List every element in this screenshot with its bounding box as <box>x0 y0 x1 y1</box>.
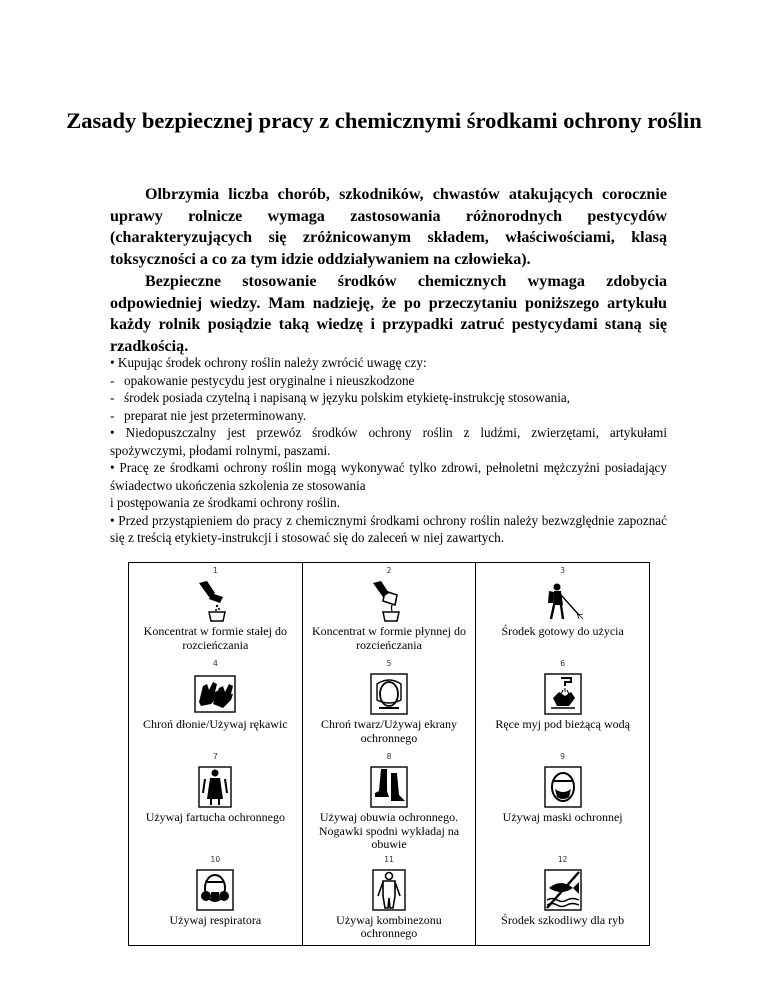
apron-icon <box>193 765 237 809</box>
sprayer-person-icon <box>541 579 585 623</box>
page-title: Zasady bezpiecznej pracy z chemicznymi środkami ochrony roślin <box>66 108 702 133</box>
pictogram-number: 4 <box>212 659 218 668</box>
gloves-icon <box>193 672 237 716</box>
pictogram-number: 2 <box>386 566 392 575</box>
pictogram-cell <box>302 563 476 657</box>
pictogram-label: Środek gotowy do użycia <box>501 624 624 638</box>
bullet-item: • Niedopuszczalny jest przewóz środków ochrony roślin z ludźmi, zwierzętami, artykułami spożywczymi, płodami rolnymi, paszami. <box>110 425 667 458</box>
pictogram-label: Używaj fartucha ochronnego <box>145 810 285 824</box>
pour-powder-icon <box>193 579 237 623</box>
pictogram-cell <box>302 852 476 946</box>
pictogram-label: Koncentrat w formie płynnej do rozcieńczania <box>312 624 466 652</box>
pictogram-label: Koncentrat w formie stałej do rozcieńczania <box>143 624 287 652</box>
pictogram-cell <box>129 656 303 749</box>
intro-paragraph-2: Bezpieczne stosowanie środków chemicznych wymaga zdobycia odpowiedniej wiedzy. Mam nadzieję, że po przeczytaniu poniższego artykułu każdy rolnik posiądzie taką wiedzę i przypadki zatruć pestycydami staną się rzadkością. <box>110 272 667 355</box>
pictogram-label: Środek szkodliwy dla ryb <box>501 912 625 927</box>
respirator-icon <box>193 868 237 912</box>
pictogram-cell <box>129 852 303 946</box>
pictogram-number: 3 <box>560 566 566 575</box>
intro-section <box>110 184 667 358</box>
pictogram-number: 7 <box>212 752 218 761</box>
pictogram-label: Używaj respiratora <box>169 912 262 927</box>
pictogram-label: Używaj maski ochronnej <box>502 810 623 824</box>
pictogram-number: 5 <box>386 659 392 668</box>
wash-hands-icon <box>541 672 585 716</box>
sub-item: - preparat nie jest przeterminowany. <box>110 407 307 423</box>
pictogram-label: Chroń twarz/Używaj ekrany ochronnego <box>321 717 457 745</box>
pictogram-number: 9 <box>560 752 566 761</box>
sub-item: - opakowanie pestycydu jest oryginalne i nieuszkodzone <box>110 372 415 388</box>
bullet-item-continuation: i postępowania ze środkami ochrony roślin. <box>110 495 340 510</box>
pour-liquid-icon <box>367 579 411 623</box>
pictogram-number: 10 <box>210 854 221 864</box>
pictogram-cell <box>476 656 650 749</box>
pictogram-number: 12 <box>557 854 568 864</box>
pictogram-cell <box>476 852 650 946</box>
pictogram-label: Chroń dłonie/Używaj rękawic <box>143 717 288 731</box>
pictogram-label: Używaj kombinezonu ochronnego <box>336 912 442 940</box>
face-shield-icon <box>367 672 411 716</box>
pictogram-label: Używaj obuwia ochronnego. Nogawki spodni wykładaj na obuwie <box>318 810 460 851</box>
fish-harmful-icon <box>541 868 585 912</box>
pictogram-number: 6 <box>560 659 566 668</box>
sub-item: - środek posiada czytelną i napisaną w języku polskim etykietę-instrukcję stosowania, <box>110 390 571 405</box>
bullet-item: • Pracę ze środkami ochrony roślin mogą wykonywać tylko zdrowi, pełnoletni mężczyźni posiadający świadectwo ukończenia szkolenia ze stosowania <box>110 460 667 493</box>
pictogram-cell <box>129 563 303 657</box>
pictogram-cell <box>302 749 476 852</box>
boots-icon <box>367 765 411 809</box>
pictogram-cell <box>302 656 476 749</box>
pictogram-cell <box>476 749 650 852</box>
pictogram-number: 8 <box>386 752 392 761</box>
pictogram-number: 1 <box>212 566 218 575</box>
coverall-icon <box>367 868 411 912</box>
bullet-item: • Przed przystąpieniem do pracy z chemicznymi środkami ochrony roślin należy bezwzględnie zapoznać się z treścią etykiety-instrukcji i stosować się do zaleceń w niej zawartych. <box>110 512 667 545</box>
pictogram-table <box>128 562 650 946</box>
intro-paragraph-1: Olbrzymia liczba chorób, szkodników, chwastów atakujących corocznie uprawy rolnicze wymaga zastosowania różnorodnych pestycydów (charakteryzujących się zróżnicowanym składem, właściwościami, klasą toksyczności a co za tym idzie oddziaływaniem na człowieka). <box>110 186 667 269</box>
pictogram-number: 11 <box>384 854 394 864</box>
bullet-item: • Kupując środek ochrony roślin należy zwrócić uwagę czy: <box>110 355 427 370</box>
bullet-list <box>110 354 667 547</box>
pictogram-cell <box>129 749 303 852</box>
mask-icon <box>541 765 585 809</box>
pictogram-label: Ręce myj pod bieżącą wodą <box>495 717 630 731</box>
pictogram-cell <box>476 563 650 657</box>
